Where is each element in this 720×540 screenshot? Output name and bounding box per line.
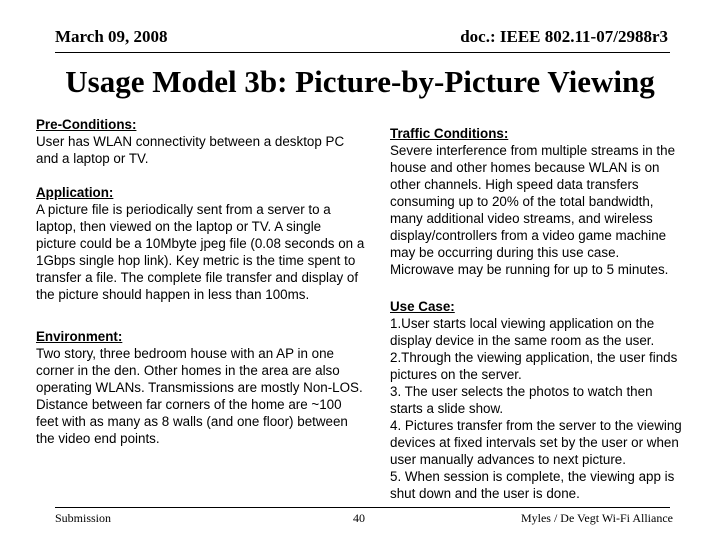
preconditions-line: and a laptop or TV.: [36, 151, 149, 166]
application-line: transfer a file. The complete file transfer and display of: [36, 270, 359, 285]
traffic-conditions-line: consuming up to 20% of the total bandwidth,: [390, 194, 654, 209]
use-case-line: shut down and the user is done.: [390, 486, 580, 501]
application-line: 1Gbps single hop link). Key metric is the time spent to: [36, 253, 356, 268]
use-case-line: 3. The user selects the photos to watch then: [390, 384, 653, 399]
use-case-line: 1.User starts local viewing application on the: [390, 316, 655, 331]
traffic-conditions-line: house and other homes because WLAN is on: [390, 160, 660, 175]
footer-page-number: 40: [353, 511, 365, 525]
use-case-line: devices at fixed intervals set by the user or when: [390, 435, 679, 450]
left-column: [36, 116, 386, 447]
use-case-line: 2.Through the viewing application, the user finds: [390, 350, 678, 365]
right-column: [390, 125, 702, 502]
environment-line: Distance between far corners of the home are ~100: [36, 397, 342, 412]
preconditions-section: [36, 116, 386, 167]
footer-authors: Myles / De Vegt Wi-Fi Alliance: [520, 511, 673, 525]
use-case-heading: Use Case:: [390, 299, 455, 314]
application-line: A picture file is periodically sent from a server to a: [36, 202, 331, 217]
application-heading: Application:: [36, 185, 114, 200]
header-doc-id: doc.: IEEE 802.11-07/2988r3: [460, 27, 668, 46]
use-case-line: 5. When session is complete, the viewing app is: [390, 469, 675, 484]
traffic-conditions-heading: Traffic Conditions:: [390, 126, 509, 141]
application-line: laptop, then viewed on the laptop or TV. A single: [36, 219, 322, 234]
preconditions-heading: Pre-Conditions:: [36, 117, 137, 132]
footer-submission: Submission: [55, 511, 112, 525]
environment-line: corner in the den. Other homes in the area are also: [36, 363, 340, 378]
traffic-conditions-section: [390, 125, 702, 278]
environment-section: [36, 328, 386, 447]
use-case-line: 4. Pictures transfer from the server to the viewing: [390, 418, 682, 433]
application-section: [36, 184, 386, 303]
use-case-section: [390, 298, 702, 502]
application-line: picture could be a 10Mbyte jpeg file (0.08 seconds on a: [36, 236, 365, 251]
environment-line: operating WLANs. Transmissions are mostly Non-LOS.: [36, 380, 363, 395]
traffic-conditions-line: Severe interference from multiple streams in the: [390, 143, 676, 158]
use-case-line: pictures on the server.: [390, 367, 522, 382]
traffic-conditions-line: Microwave may be running for up to 5 minutes.: [390, 262, 669, 277]
preconditions-line: User has WLAN connectivity between a desktop PC: [36, 134, 345, 149]
header-divider: [55, 52, 670, 53]
traffic-conditions-line: display/controllers from a video game machine: [390, 228, 667, 243]
application-line: the picture should happen in less than 100ms.: [36, 287, 310, 302]
traffic-conditions-line: may be occurring during this use case.: [390, 245, 620, 260]
use-case-line: starts a slide show.: [390, 401, 504, 416]
slide-title: Usage Model 3b: Picture-by-Picture Viewing: [65, 64, 655, 99]
header-date: March 09, 2008: [55, 27, 168, 46]
environment-heading: Environment:: [36, 329, 123, 344]
use-case-line: user manually advances to next picture.: [390, 452, 626, 467]
environment-line: Two story, three bedroom house with an AP in one: [36, 346, 334, 361]
traffic-conditions-line: many additional video streams, and wireless: [390, 211, 653, 226]
use-case-line: display device in the same room as the user.: [390, 333, 655, 348]
traffic-conditions-line: other channels. High speed data transfers: [390, 177, 639, 192]
environment-line: the video end points.: [36, 431, 160, 446]
environment-line: feet with as many as 8 walls (and one floor) between: [36, 414, 348, 429]
footer-divider: [55, 507, 670, 508]
